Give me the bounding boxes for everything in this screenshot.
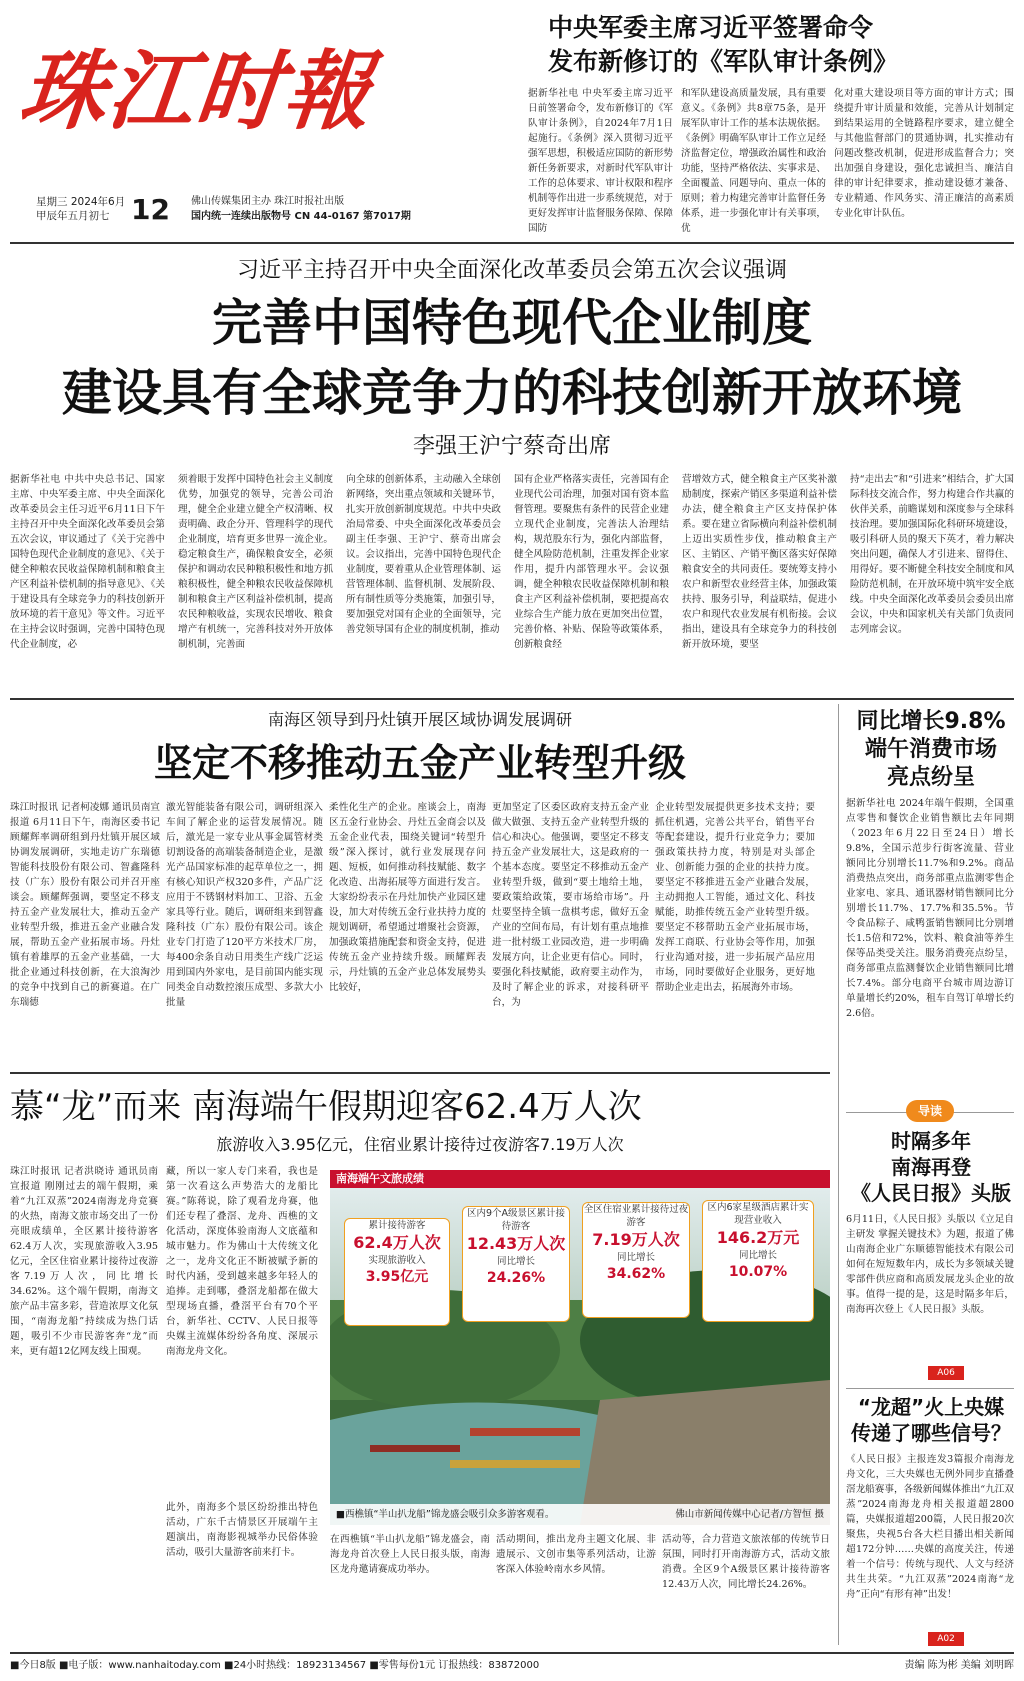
stat-label: 区内9个A级景区累计接待游客 <box>466 1208 566 1232</box>
page-number: 12 <box>131 193 170 226</box>
publisher-line: 佛山传媒集团主办 珠江时报社出版 <box>191 196 345 207</box>
stat-box-a-scenic <box>462 1206 570 1322</box>
dragon-boat-photo <box>330 1170 830 1525</box>
hardware-col-3: 柔性化生产的企业。座谈会上，南海区五金行业协会、丹灶五金商会以及五金企业代表，围绕关键词“转型升级”深入探讨，就行业发展现存问题、短板，如何推动科技赋能、数字化改造、出海拓展等方面进行发言。大家纷纷表示在丹灶加快产业园区建设，加大对传统五金行业扶持力度的规划调研，希望通过增聚社会资源，加强政策措施配套和资金支持，促进传统五金产业持续升级。顾耀辉表示，丹灶镇的五金产业总体发展势头比较好， <box>329 802 486 993</box>
hardware-col-2: 激光智能装备有限公司，调研组深入车间了解企业的运营发展情况。随后，激光是一家专业从事金属管材类切割设备的高端装备制造企业，是激光产品国家标准的起草单位之一，拥有核心知识产权320多件，产品广泛应用于不锈钢材料加工、卫浴、五金家具等行业。随后，调研组来到智鑫隆科技（广东）股份有限公司。该企业专门打造了120平方米技术厂房，每400余条自动日用类生产线广泛运用到国内外家电，是目前国内能实现同类金自动数控滚压成型、多款大小批量 <box>166 802 323 1008</box>
stat-value: 12.43万人次 <box>466 1234 566 1253</box>
guide-badge: 导读 <box>906 1100 954 1122</box>
stat-value-2: 24.26% <box>486 1270 546 1286</box>
footer-editors: 责编 陈为彬 美编 刘明晖 <box>904 1660 1014 1671</box>
photo-caption-bar <box>330 1504 830 1525</box>
guide-story1-page-ref: A06 <box>928 1366 964 1380</box>
footer-info: ■今日8版 ■电子版：www.nanhaitoday.com ■24小时热线：18923134567 ■零售每份1元 订报热线：83872000 <box>10 1660 540 1671</box>
stat-label: 累计接待游客 <box>368 1220 426 1231</box>
stat-box-visitors <box>344 1218 450 1326</box>
dragon-col-1: 珠江时报讯 记者洪晓诗 通讯员南宣报道 刚刚过去的端午假期，乘着“九江双蒸”2024南海龙舟竞赛的火热，南海文旅市场交出了一份亮眼成绩单，全区累计接待游客62.4万人次，实现旅游收入3.95亿元，全区住宿业累计接待过夜游客7.19万人次，同比增长34.62%。这个端午假期，南海文旅产品丰富多彩，营造浓厚文化氛围，“南海龙船”持续成为热门话题，吸引不少市民游客奔“龙”而来，更有超12亿网友线上围观。 <box>10 1166 158 1357</box>
infographic-title: 南海端午文旅成绩 <box>330 1170 830 1188</box>
lead-col-1: 据新华社电 中共中央总书记、国家主席、中央军委主席、中央全面深化改革委员会主任习近平6月11日下午主持召开中央全面深化改革委员会第五次会议，审议通过了《关于完善中国特色现代企业制度的意见》、《关于健全种粮农民收益保障机制和粮食主产区利益补偿机制的指导意见》、《关于建设具有全球竞争力的科技创新开放环境的若干意见》等文件。习近平在主持会议时强调，完善中国特色现代企业制度，必 <box>10 474 165 650</box>
lead-subhead: 李强王沪宁蔡奇出席 <box>412 434 611 459</box>
lead-col-2: 须着眼于发挥中国特色社会主义制度优势，加强党的领导，完善公司治理，健全企业建立健全产权清晰、权责明确、政企分开、管理科学的现代企业制度，培育更多世界一流企业。稳定粮食生产，确保粮食安全，必须保护和调动农民种粮积极性和地方抓粮积极性，健全种粮农民收益保障机制和粮食主产区利益补偿机制，提高农民种粮收益，实现农民增收、粮食增产有机统一，完善科技对外开放体制机制，完善面 <box>178 474 333 650</box>
photo-credit: 佛山市新闻传媒中心记者/方智恒 摄 <box>675 1509 824 1520</box>
hardware-col-1: 珠江时报讯 记者柯凌娜 通讯员南宣报道 6月11日下午，南海区委书记顾耀辉率调研组到丹灶镇开展区域协调发展调研，实地走访广东瑞德智能科技股份有限公司、智鑫隆科技（广东）股份有限公司并召开座谈会。顾耀辉强调，要坚定不移支持五金产业发展壮大，推动五金产业转型升级，推进五金产业融合发展，帮助五金产业拓展市场。丹灶镇有着雄厚的五金产业基础，一大批企业通过科技创新，在大浪淘沙的竞争中找到自己的新赛道。在广东瑞德 <box>10 802 160 1008</box>
consumption-title-3: 亮点纷呈 <box>886 765 975 790</box>
stat-value: 7.19万人次 <box>592 1230 680 1249</box>
stat-box-overnight <box>582 1202 690 1318</box>
dragon-headline: 慕“龙”而来 南海端午假期迎客62.4万人次 <box>10 1087 642 1127</box>
guide-story1-title-3: 《人民日报》头版 <box>851 1181 1011 1205</box>
lead-col-6: 持“走出去”和“引进来”相结合，扩大国际科技交流合作，努力构建合作共赢的伙伴关系，前瞻谋划和深度参与全球科技治理。要加强国际化科研环境建设，吸引科研人员的聚天下英才，着力解决突出问题，确保人才引进来、留得住、用得好。要不断健全科技安全制度和风险防范机制，在开放环境中筑牢安全底线。中央全面深化改革委员会委员出席会议，中央和国家机关有关部门负责同志列席会议。 <box>850 474 1014 635</box>
consumption-title-1: 同比增长9.8% <box>856 709 1006 734</box>
photo-caption: ■西樵镇“半山扒龙船”锦龙盛会吸引众多游客观看。 <box>336 1509 555 1520</box>
stat-value-2: 3.95亿元 <box>365 1269 429 1285</box>
top-story-title-line1: 中央军委主席习近平签署命令 <box>548 13 874 42</box>
stat-value-2: 34.62% <box>606 1266 666 1282</box>
top-story-col-1: 据新华社电 中央军委主席习近平日前签署命令，发布新修订的《军队审计条例》，自2024年7月1日起施行。《条例》深入贯彻习近平强军思想，积极适应国防的新形势新任务新要求，对新时代军队审计工作的总体要求、审计权限和程序机制等作出进一步系统规范，对于更好发挥审计监督服务保障、保障国防 <box>528 88 673 234</box>
stat-label-2: 同比增长 <box>738 1250 777 1261</box>
stat-label: 全区住宿业累计接待过夜游客 <box>583 1204 689 1228</box>
dragon-col-2b: 此外，南海多个景区纷纷推出特色活动，广东千古情景区开展端午主题演出，南海影视城举办民俗体验活动，吸引大量游客前来打卡。 <box>166 1502 318 1558</box>
consumption-title-2: 端午消费市场 <box>864 737 997 762</box>
dragon-col-3: 在西樵镇“半山扒龙船”锦龙盛会，南海龙舟首次登上人民日报头版，南海区龙舟邀请赛成功举办。 <box>330 1534 490 1575</box>
hardware-kicker: 南海区领导到丹灶镇开展区域协调发展调研 <box>267 710 572 729</box>
masthead-info <box>36 195 526 229</box>
guide-story1-body: 6月11日，《人民日报》头版以《立足自主研发 掌握关键技术》为题，报道了佛山南海企业广东顺德智能技术有限公司如何在短短数年内，成长为多领域关键零部件供应商和高质发展龙头企业的故事。值得一提的是，这是时隔多年后，南海再次登上《人民日报》头版。 <box>846 1214 1014 1315</box>
guide-divider <box>846 1388 1014 1389</box>
sidebar-divider-vertical-2 <box>838 1140 839 1645</box>
top-story-col-2: 和军队建设高质量发展，具有重要意义。《条例》共8章75条，是开展军队审计工作的基本法规依据。《条例》明确军队审计工作立足经济监督定位，增强政治属性和政治功能，坚持严格依法、实事求是、全面覆盖、同题导向、重点一体的原则；着力构建完善审计监督任务体系，进一步强化审计有关事项，优 <box>681 88 826 234</box>
guide-story2-body: 《人民日报》主报连发3篇报介南海龙舟文化，三大央媒也无例外同步直播叠滘龙船赛事，各级新闻媒体推出“九江双蒸”2024南海龙舟相关报道超2800篇，央媒报道超200篇，人民日报20次聚焦，央视5台各大栏目播出相关新闻超172分钟……央媒的高度关注，传递着一个信号：传统与现代、人文与经济共生共荣。“九江双蒸”2024南海“龙舟”正向“有形有神”出发！ <box>846 1454 1014 1600</box>
hardware-headline: 坚定不移推动五金产业转型升级 <box>153 741 686 785</box>
newspaper-logo: 珠江时報 <box>14 41 378 142</box>
sidebar-divider-vertical-1 <box>838 704 839 1140</box>
top-story-col-3: 化对重大建设项目等方面的审计方式；围绕提升审计质量和效能，完善从计划制定到结果运用的全链路程序要求，建立健全与其他监督部门的贯通协调，扎实推动有问题改整改机制，促进形成监督合力；突出加强自身建设，强化忠诚担当、廉洁自律的审计纪律要求，推动建设德才兼备、专业精通、作风务实、清正廉洁的高素质专业化审计队伍。 <box>834 88 1014 219</box>
hardware-col-4: 更加坚定了区委区政府支持五金产业做大做强、支持五金产业转型升级的信心和决心。他强调，要坚定不移支持五金产业发展壮大，这是政府的一个基本态度。要坚定不移推动五金产业转型升级，做到“要土地给土地，要政策给政策，要市场给市场”。丹灶要坚持全镇一盘棋考虑，做好五金产业的空间布局，有计划有重点地推进一批村级工业园改造，进一步明确发展方向，让企业更有信心。同时，要强化科技赋能，政府要主动作为，及时了解企业的诉求，对接科研平台，为 <box>492 802 649 1008</box>
issue-date-gregorian: 星期三 2024年6月 <box>36 196 126 208</box>
stat-label-2: 同比增长 <box>616 1252 655 1263</box>
dragon-col-2: 藏，所以一家人专门来看，我也是第一次看这么声势浩大的龙船比赛。”陈蒋说，除了观看龙舟赛，他们还专程了叠滘、龙舟、西樵的文化活动，深度体验南海人文底蕴和城市魅力。作为佛山十大传统文化之一，龙舟文化正不断被赋予新的时代内涵，受到越来越多年轻人的追捧。走到哪，叠滘龙船都在做大型现场直播，叠滘平台有70个平台，新华社、CCTV、人民日报等央媒主流媒体纷纷各角度、深展示南海龙舟文化。 <box>166 1166 318 1357</box>
guide-story1-title-2: 南海再登 <box>891 1155 971 1179</box>
issue-date <box>36 195 126 223</box>
stat-label: 区内6家星级酒店累计实现营业收入 <box>707 1202 809 1226</box>
section-divider-2 <box>10 1072 830 1074</box>
top-story-title-line2: 发布新修订的《军队审计条例》 <box>548 47 899 76</box>
stat-label-2: 实现旅游收入 <box>368 1255 426 1266</box>
guide-story2-page-ref: A02 <box>928 1632 964 1646</box>
dragon-col-4: 活动期间，推出龙舟主题文化展、非遗展示、文创市集等系列活动，让游客深入体验岭南水乡风情。 <box>496 1534 656 1575</box>
guide-story2-title-2: 传递了哪些信号？ <box>851 1421 1011 1445</box>
lead-col-4: 国有企业严格落实责任，完善国有企业现代公司治理，加强对国有资本监督管理。要聚焦有条件的民营企业建立现代企业制度，完善法人治理结构，规范股东行为，强化内部监督，健全风险防范机制，注重发挥企业家作用，提升内部管理水平。会议强调，健全种粮农民收益保障机制和粮食主产区利益补偿机制，要把提高农业综合生产能力放在更加突出位置，完善价格、补贴、保险等政策体系，创新粮食经 <box>514 474 669 650</box>
consumption-body: 据新华社电 2024年端午假期，全国重点零售和餐饮企业销售额比去年同期（2023年6月22日至24日）增长9.8%，全国示范步行街客流量、营业额同比分别增长11.7%和9.2%。商品消费热点突出，商务部重点监测零售企业家电、家具、通讯器材销售额同比分别增长11.7%、17.7%和35.5%。节令食品粽子、咸鸭蛋销售额同比分别增长1.5倍和72%，饮料、粮食油等养生保等品类受关注。服务消费亮点纷呈，商务部重点监测餐饮企业销售额同比增长7.4%。部分电商平台城市周边游订单量增长约20%，租车自驾订单增长约2.6倍。 <box>846 798 1014 1019</box>
lead-col-5: 营增效方式，健全粮食主产区奖补激励制度，探索产销区多渠道利益补偿办法，健全粮食主产区支持保护体系。要在建立省际横向利益补偿机制上迈出实质性步伐，推动粮食主产区、主销区、产销平衡区落实好保障粮食安全的共同责任。要统筹支持小农户和新型农业经营主体，加强政策扶持、服务引导，利益联结，促进小农户和现代农业发展有机衔接。会议指出，建设具有全球竞争力的科技创新开放环境，要坚 <box>682 474 837 650</box>
lead-kicker: 习近平主持召开中央全面深化改革委员会第五次会议强调 <box>236 258 787 283</box>
stat-value-2: 10.07% <box>728 1264 788 1280</box>
lead-col-3: 向全球的创新体系，主动融入全球创新网络，突出重点领域和关键环节，扎实开放创新制度规范。中共中央政治局常委、中央全面深化改革委员会副主任李强、王沪宁、蔡奇出席会议。会议指出，完善中国特色现代企业制度，要着重从企业管理体制、运营管理体制、监督机制、发展阶段、所有制性质等分类施策，加强引导，要加强党对国有企业的全面领导，完善党领导国有企业的制度机制，推动 <box>346 474 501 635</box>
masthead-divider <box>10 242 1014 244</box>
dragon-subhead: 旅游收入3.95亿元，住宿业累计接待过夜游客7.19万人次 <box>216 1135 624 1154</box>
guide-story1-title-1: 时隔多年 <box>891 1129 971 1153</box>
lead-headline-1: 完善中国特色现代企业制度 <box>212 294 812 352</box>
serial-number-line: 国内统一连续出版物号 CN 44-0167 第7017期 <box>191 211 411 222</box>
section-divider-1 <box>10 698 1014 700</box>
stat-box-hotels <box>702 1200 814 1322</box>
issue-date-lunar: 甲辰年五月初七 <box>36 210 110 222</box>
stat-value: 62.4万人次 <box>353 1233 441 1252</box>
lead-headline-2: 建设具有全球竞争力的科技创新开放环境 <box>62 364 962 422</box>
hardware-col-5: 企业转型发展提供更多技术支持；要抓住机遇，完善公共平台，销售平台等配套建设，提升行业竞争力；要加强政策扶持力度，特别是对头部企业、创新能力强的企业的扶持力度。要坚定不移推进五金产业融合发展，主动拥抱人工智能，通过文化、科技赋能，助推传统五金产业转型升级。要坚定不移帮助五金产业拓展市场，发挥工商联、行业协会等作用，加强行业沟通对接，进一步拓展产品应用市场，同时要做好企业服务，更好地帮助企业走出去，拓展海外市场。 <box>655 802 815 993</box>
guide-story2-title-1: “龙超”火上央媒 <box>857 1395 1005 1419</box>
stat-value: 146.2万元 <box>716 1228 800 1247</box>
stat-label-2: 同比增长 <box>496 1256 535 1267</box>
dragon-col-5: 活动等，合力营造文旅浓郁的传统节日氛围，同时打开南海游方式，活动文旅消费。全区9个A级景区累计接待游客12.43万人次，同比增长24.26%。 <box>662 1534 830 1590</box>
footer-divider <box>10 1652 1014 1654</box>
